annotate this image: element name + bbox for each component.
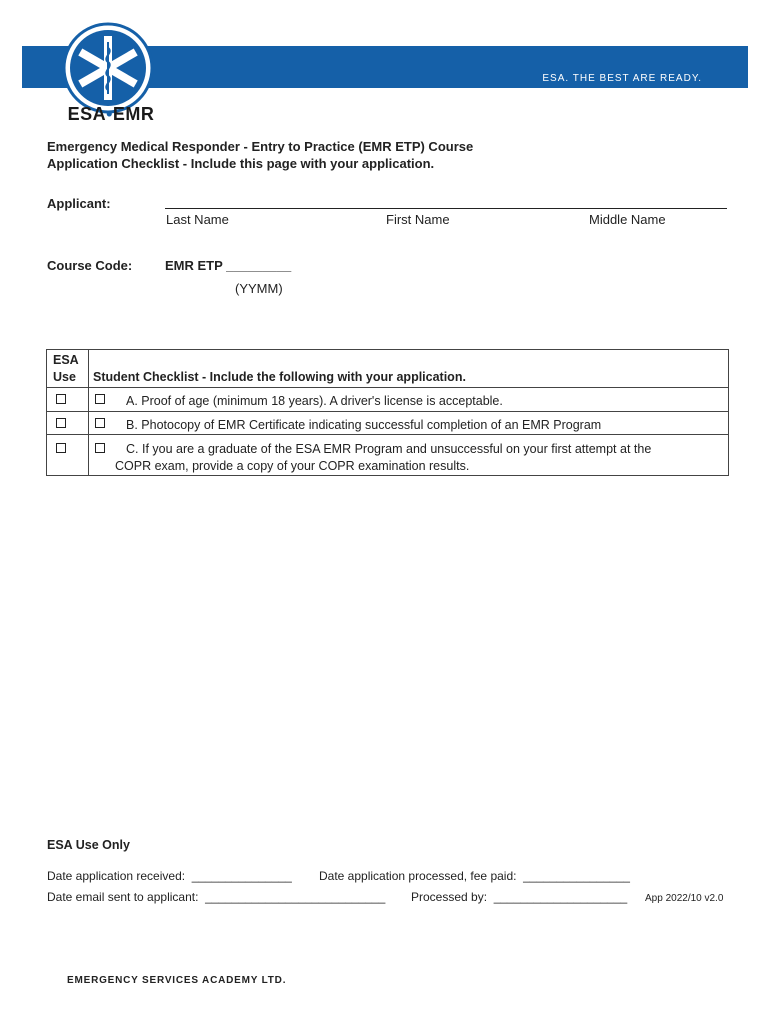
- student-checklist-header: Student Checklist - Include the following with your application.: [93, 370, 466, 384]
- esa-use-checkbox-c[interactable]: [56, 443, 66, 453]
- student-checkbox-a[interactable]: [95, 394, 105, 404]
- course-code-field[interactable]: EMR ETP _________: [165, 258, 292, 273]
- course-code-label: Course Code:: [47, 258, 133, 273]
- esa-use-only-heading: ESA Use Only: [47, 838, 130, 852]
- title-line-1: Emergency Medical Responder - Entry to Practice (EMR ETP) Course: [47, 139, 474, 154]
- applicant-label: Applicant:: [47, 196, 111, 211]
- last-name-label: Last Name: [166, 212, 229, 227]
- esa-use-header: ESA Use: [53, 353, 79, 384]
- course-code-format: (YYMM): [235, 281, 283, 296]
- checklist-table: [46, 349, 729, 476]
- date-email-sent-field[interactable]: Date email sent to applicant: ___________________________: [47, 890, 386, 904]
- date-processed-field[interactable]: Date application processed, fee paid: ________________: [319, 869, 630, 883]
- tagline: ESA. THE BEST ARE READY.: [542, 73, 702, 84]
- title-line-2: Application Checklist - Include this page with your application.: [47, 156, 435, 171]
- processed-by-field[interactable]: Processed by: ____________________: [411, 890, 628, 904]
- date-received-field[interactable]: Date application received: _______________: [47, 869, 292, 883]
- footer-company-name: EMERGENCY SERVICES ACADEMY LTD.: [67, 975, 287, 986]
- checklist-item-b: B. Photocopy of EMR Certificate indicating successful completion of an EMR Program: [126, 418, 602, 432]
- esa-use-checkbox-a[interactable]: [56, 394, 66, 404]
- column-divider: [88, 350, 89, 475]
- row-divider: [47, 434, 728, 435]
- checklist-item-c-line-2: COPR exam, provide a copy of your COPR examination results.: [115, 459, 470, 473]
- first-name-label: First Name: [386, 212, 450, 227]
- row-divider: [47, 387, 728, 388]
- logo-wordmark: ESA•EMR: [67, 104, 155, 124]
- checklist-item-c-line-1: C. If you are a graduate of the ESA EMR Program and unsuccessful on your first attempt at the: [126, 442, 652, 456]
- page-title: [47, 138, 473, 172]
- form-version: App 2022/10 v2.0: [645, 893, 724, 904]
- star-of-life-logo-icon: [62, 22, 154, 114]
- middle-name-label: Middle Name: [589, 212, 666, 227]
- checklist-item-a: A. Proof of age (minimum 18 years). A driver's license is acceptable.: [126, 394, 503, 408]
- applicant-name-line[interactable]: [165, 208, 727, 209]
- row-divider: [47, 411, 728, 412]
- student-checkbox-c[interactable]: [95, 443, 105, 453]
- student-checkbox-b[interactable]: [95, 418, 105, 428]
- esa-use-checkbox-b[interactable]: [56, 418, 66, 428]
